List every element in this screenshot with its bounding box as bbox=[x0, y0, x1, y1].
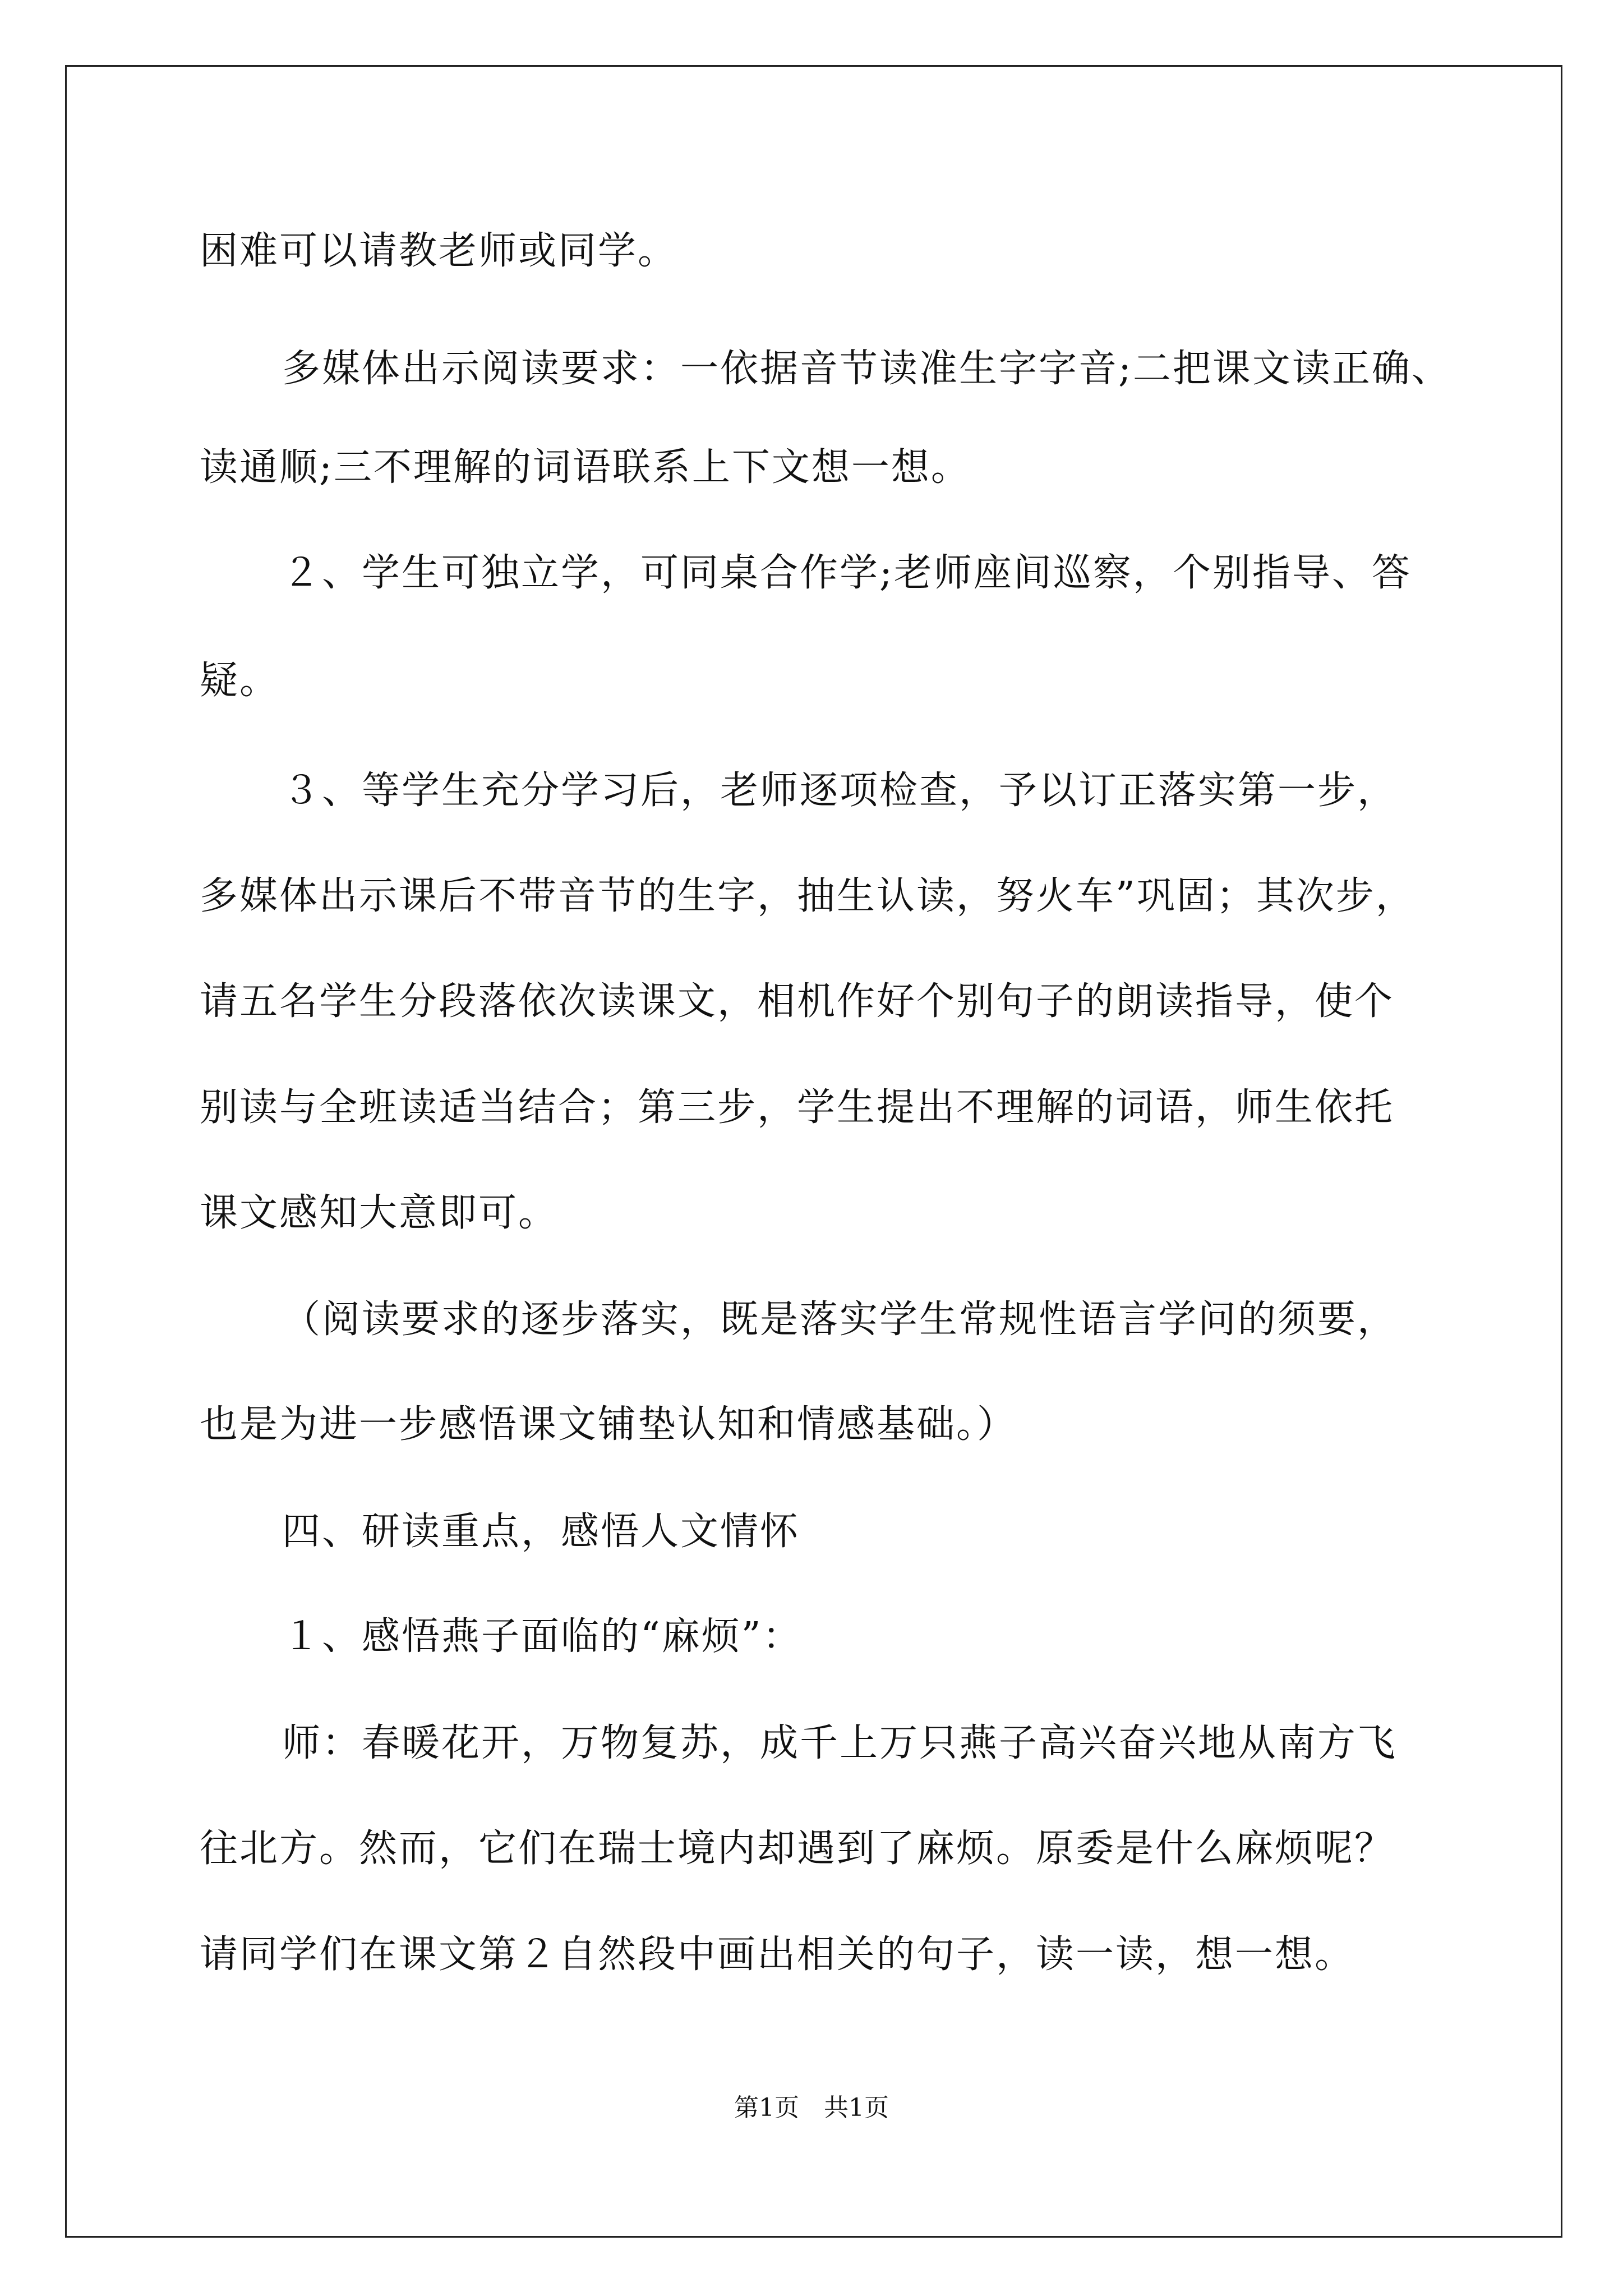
text-line: 困难可以请教老师或同学。 bbox=[200, 229, 678, 273]
text-line: （阅读要求的逐步落实，既是落实学生常规性语言学问的须要， bbox=[282, 1297, 1398, 1342]
text-line: 课文感知大意即可。 bbox=[200, 1191, 559, 1235]
text-line: 请五名学生分段落依次读课文，相机作好个别句子的朗读指导，使个 bbox=[200, 979, 1395, 1024]
text-line: 多媒体出示阅读要求：一依据音节读准生字字音;二把课文读正确、 bbox=[282, 347, 1451, 391]
section-heading: 四、研读重点，感悟人文情怀 bbox=[282, 1510, 800, 1554]
text-line: 别读与全班读适当结合；第三步，学生提出不理解的词语，师生依托 bbox=[200, 1085, 1395, 1130]
text-line: 往北方。然而，它们在瑞士境内却遇到了麻烦。原委是什么麻烦呢？ bbox=[200, 1826, 1395, 1871]
text-line: 师：春暖花开，万物复苏，成千上万只燕子高兴奋兴地从南方飞 bbox=[282, 1721, 1398, 1765]
subsection-heading: １、感悟燕子面临的“麻烦”： bbox=[282, 1614, 803, 1659]
text-line: 也是为进一步感悟课文铺垫认知和情感基础。） bbox=[200, 1402, 1017, 1447]
text-line: 疑。 bbox=[200, 659, 280, 703]
page-footer: 第1页 共1页 bbox=[734, 2093, 889, 2122]
text-line: 读通顺;三不理解的词语联系上下文想一想。 bbox=[200, 445, 971, 490]
text-line: 请同学们在课文第２自然段中画出相关的句子，读一读，想一想。 bbox=[200, 1932, 1355, 1977]
text-line: 多媒体出示课后不带音节的生字，抽生认读，努火车”巩固；其次步， bbox=[200, 874, 1415, 918]
text-line: ２、学生可独立学，可同桌合作学;老师座间巡察，个别指导、答 bbox=[282, 551, 1412, 595]
text-line: ３、等学生充分学习后，老师逐项检查，予以订正落实第一步， bbox=[282, 769, 1398, 813]
